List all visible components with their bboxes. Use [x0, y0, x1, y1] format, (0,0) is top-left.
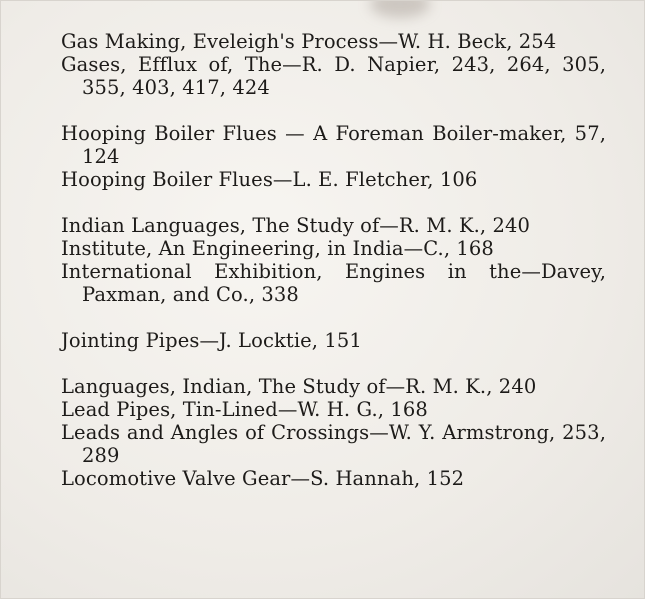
- index-entry: Lead Pipes, Tin-Lined—W. H. G., 168: [61, 398, 428, 421]
- index-group-h: [61, 122, 606, 191]
- index-group-i: [61, 214, 606, 306]
- index-entry: Institute, An Engineering, in India—C., 168: [61, 237, 494, 260]
- index-column: [61, 30, 606, 490]
- index-entry: Gas Making, Eveleigh's Process—W. H. Beck, 254: [61, 30, 557, 53]
- index-entry: Hooping Boiler Flues — A Foreman Boiler-maker, 57, 124: [61, 122, 606, 168]
- index-entry: International Exhibition, Engines in the—Davey, Paxman, and Co., 338: [61, 260, 606, 306]
- index-entry: Leads and Angles of Crossings—W. Y. Armstrong, 253, 289: [61, 421, 606, 467]
- index-entry: Indian Languages, The Study of—R. M. K., 240: [61, 214, 531, 237]
- index-group-j: [61, 329, 606, 352]
- index-entry: Jointing Pipes—J. Locktie, 151: [61, 329, 362, 352]
- index-group-l: [61, 375, 606, 490]
- index-entry: Hooping Boiler Flues—L. E. Fletcher, 106: [61, 168, 478, 191]
- index-entry: Languages, Indian, The Study of—R. M. K., 240: [61, 375, 537, 398]
- index-entry: Locomotive Valve Gear—S. Hannah, 152: [61, 467, 465, 490]
- ink-smudge: [370, 0, 430, 18]
- index-entry: Gases, Efflux of, The—R. D. Napier, 243, 264, 305, 355, 403, 417, 424: [61, 53, 606, 99]
- index-group-g: [61, 30, 606, 99]
